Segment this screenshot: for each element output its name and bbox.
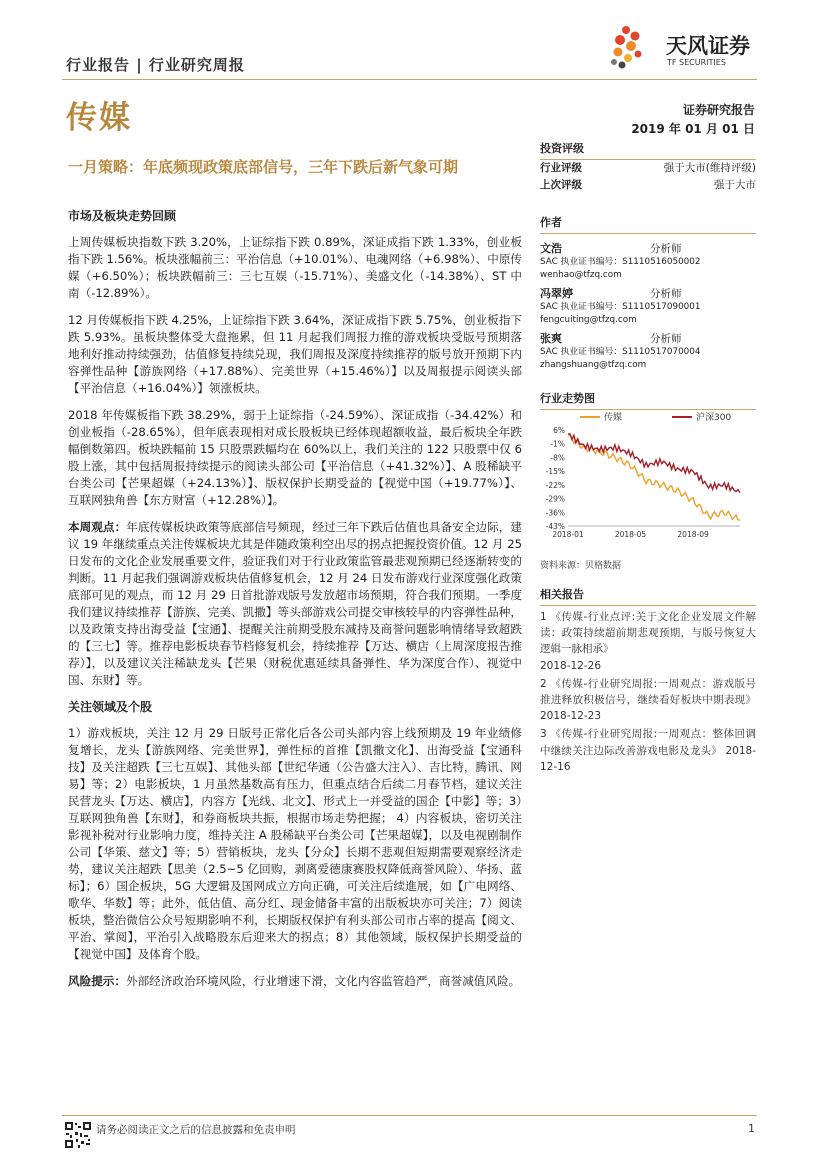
- rating-box: [540, 140, 756, 194]
- related-date: 2018-12-16: [540, 744, 757, 773]
- report-kind: 证券研究报告: [682, 103, 755, 117]
- related-text: 3 《传媒-行业研究周报:一周观点：整体回调中继续关注边际改善游戏电影及龙头》: [540, 728, 756, 757]
- rating-value: 强于大市(维持评级): [663, 162, 756, 174]
- logo-en: TF SECURITIES: [667, 58, 726, 67]
- x-tick-label: 2018-09: [677, 530, 709, 539]
- related-box: [540, 586, 756, 777]
- author-title: 分析师: [650, 243, 682, 255]
- y-tick-label: -8%: [550, 453, 565, 463]
- related-heading: 相关报告: [540, 586, 756, 606]
- legend-label: 沪深300: [696, 413, 732, 423]
- author-cert: SAC 执业证书编号：S1110516050002: [540, 257, 701, 267]
- paragraph-weekly: 上周传媒板块指数下跌 3.20%，上证综指下跌 0.89%，深证成指下跌 1.33%，创业板指下跌 1.56%。板块涨幅前三：平治信息（+10.01%）、电魂网络（+6.98%）、中原传媒（+6.50%）；板块跌幅前三：三七互娱（-15.71%）、美盛文化（-14.38%）、ST 中南（-12.89%）。: [68, 235, 523, 300]
- rating-row: [540, 160, 756, 177]
- author-title: 分析师: [650, 288, 682, 300]
- y-tick-label: -22%: [545, 480, 565, 490]
- report-type: 行业报告 | 行业研究周报: [66, 56, 245, 74]
- y-tick-label: -29%: [545, 494, 565, 504]
- footer-divider: [62, 1115, 757, 1116]
- risk-label: 风险提示：: [68, 974, 126, 988]
- rating-heading: 投资评级: [540, 140, 756, 160]
- series-line: [568, 434, 740, 520]
- related-item[interactable]: [540, 726, 756, 775]
- related-list: [540, 609, 756, 775]
- author-email[interactable]: wenhao@tfzq.com: [540, 270, 622, 280]
- author-entry: [540, 240, 756, 282]
- author-cert: SAC 执业证书编号：S1110517090001: [540, 302, 701, 312]
- author-email[interactable]: zhangshuang@tfzq.com: [540, 360, 647, 370]
- view-text: 年底传媒板块政策等底部信号频现，经过三年下跌后估值也具备安全边际，建议 19 年继续重点关注传媒板块尤其是伴随政策利空出尽的拐点把握投资价值。12 月 25 日发布的文化企业发展重要文件，验证我们对于行业政策监管最悲观预期已经逐渐转变的判断。11 月起我们强调游戏板块估值修复机会，12 月 24 日发布游戏行业深度强化政策底部可见的观点，而 12 月 29 日首批游戏版号发放超市场预期，符合我们预期。一季度我们建议持续推荐【游族、完美、凯撒】等头部游戏公司提交审核较早的内容弹性品种，以及政策支持出海受益【宝通】、提醒关注前期受股东减持及商誉问题影响情绪导致超跌的【三七】等。推荐电影板块春节档修复机会，持续推荐【万达、横店（上周深度报告推荐）】，以及建议关注稀缺龙头【芒果（财税优惠延续具备弹性、华为深度合作）、视觉中国、东财】等。: [68, 520, 522, 687]
- disclaimer: 请务必阅读正文之后的信息披露和免责申明: [96, 1124, 296, 1136]
- legend-label: 传媒: [604, 413, 623, 423]
- y-tick-label: -36%: [545, 508, 565, 518]
- y-tick-label: -1%: [550, 439, 565, 449]
- author-email[interactable]: fengcuiting@tfzq.com: [540, 315, 637, 325]
- y-tick-label: -43%: [545, 522, 565, 531]
- view-label: 本周观点：: [68, 520, 127, 534]
- rating-row: [540, 177, 756, 194]
- x-tick-label: 2018-05: [614, 530, 647, 539]
- related-item[interactable]: [540, 609, 756, 674]
- main-content: [68, 208, 522, 1000]
- y-tick-label: -15%: [545, 467, 565, 477]
- report-title: 一月策略：年底频现政策底部信号，三年下跌后新气象可期: [68, 158, 459, 176]
- author-name: 张爽: [540, 332, 562, 345]
- trend-chart: [540, 408, 756, 548]
- rating-key: 行业评级: [540, 162, 582, 174]
- paragraph-focus: 1）游戏板块，关注 12 月 29 日版号正常化后各公司头部内容上线预期及 19 年业绩修复增长，龙头【游族网络、完美世界】，弹性标的首推【凯撒文化】、出海受益【宝通科技】及关注超跌【三七互娱】、其他头部【世纪华通（公告盛大注入）、吉比特，腾讯、网易】等；2）电影板块，1 月虽然基数高有压力，但重点结合后续二月春节档，建议关注民营龙头【万达、横店】，内容方【光线、北文】、形式上一并受益的国企【中影】等；3）互联网独角兽【东财】，和券商板块共振，根据市场走势把握； 4）内容板块，密切关注影视补税对行业影响力度，维持关注 A 股稀缺平台类公司【芒果超媒】，以及电视剧制作公司【华策、慈文】等；5）营销板块，龙头【分众】长期不悲观但短期需要观察经济走势，建议关注超跌【思美（2.5~5 亿回购，剥离爱德康赛股权降低商誉风险）、华扬、蓝标】；6）国企板块，5G 大逻辑及国网成立方向正确，可关注后续進展，如【广电网络、歌华、华数】等；此外，低估值、高分红、现金储备丰富的出版板块亦可关注；7）阅读板块，整治微信公众号短期影响不利，长期版权保护有利头部公司市占率的提高【阅文、平治、掌阅】，平治引入战略股东后迎来大的拐点；8）其他领域，版权保护长期受益的【视觉中国】及体育个股。: [68, 726, 522, 961]
- rating-key: 上次评级: [540, 179, 582, 191]
- paragraph-view: [68, 519, 522, 689]
- related-date: 2018-12-26: [540, 659, 602, 672]
- paragraph-risk: [68, 973, 522, 990]
- authors-heading: 作者: [540, 214, 756, 234]
- header-divider: [62, 79, 757, 80]
- trend-box: [540, 390, 756, 410]
- rating-value: 强于大市: [714, 179, 756, 191]
- report-date: 2019 年 01 月 01 日: [631, 122, 755, 136]
- chart-source: 资料来源：贝格数据: [540, 561, 622, 571]
- qr-code-icon: [64, 1121, 92, 1149]
- author-cert: SAC 执业证书编号：S1110517070004: [540, 347, 701, 357]
- related-text: 2 《传媒-行业研究周报:一周观点：游戏版号推进释放积极信号，继续看好板块中期表现》: [540, 677, 756, 707]
- related-item[interactable]: [540, 676, 756, 725]
- related-text: 1 《传媒-行业点评:关于文化企业发展文件解读：政策持续超前期悲观预期，与版号恢复大逻辑一脉相承》: [540, 611, 756, 656]
- industry-title: 传媒: [66, 100, 132, 136]
- author-entry: [540, 330, 756, 372]
- author-name: 文浩: [540, 242, 562, 255]
- paragraph-december: 12 月传媒板指下跌 4.25%，上证综指下跌 3.64%，深证成指下跌 5.75%，创业板指下跌 5.93%。虽板块整体受大盘拖累，但 11 月起我们周报力推的游戏板块受版号预期落地利好推动持续强劲，估值修复持续兑现，我们周报及深度持续推荐的版号放开预期下内容弹性品种【游族网络（+17.88%）、完美世界（+15.46%）】以及周报提示阅读头部【平治信息（+16.04%）】领涨板块。: [68, 313, 522, 395]
- author-title: 分析师: [650, 333, 682, 345]
- trend-heading: 行业走势图: [540, 390, 756, 410]
- paragraph-annual: 2018 年传媒板指下跌 38.29%，弱于上证综指（-24.59%）、深证成指（-34.42%）和创业板指（-28.65%），但年底表现相对成长股板块已经体现超额收益，最后板块全年跌幅倒数第四。板块跌幅前 15 只股票跌幅均在 60%以上，我们关注的 122 只股票中仅 6 股上涨，其中包括周报持续提示的阅读头部公司【平治信息（+41.32%）】、A 股稀缺平台类公司【芒果超媒（+24.13%）】、版权保护长期受益的【视觉中国（+19.77%）】、互联网独角兽【东方财富（+12.28%）】。: [68, 408, 522, 507]
- risk-text: 外部经济政治环境风险，行业增速下滑，文化内容监管趋严，商誉减值风险。: [125, 974, 521, 988]
- x-tick-label: 2018-01: [552, 530, 584, 539]
- section-heading-market: 市场及板块走势回顾: [68, 209, 177, 223]
- y-tick-label: 6%: [553, 426, 565, 435]
- logo-name: 天风证券: [666, 34, 750, 58]
- authors-box: [540, 214, 756, 375]
- page-number: 1: [748, 1122, 755, 1135]
- section-heading-focus: 关注领域及个股: [68, 700, 153, 714]
- related-date: 2018-12-23: [540, 710, 602, 723]
- author-name: 冯翠婷: [540, 287, 573, 300]
- author-entry: [540, 285, 756, 327]
